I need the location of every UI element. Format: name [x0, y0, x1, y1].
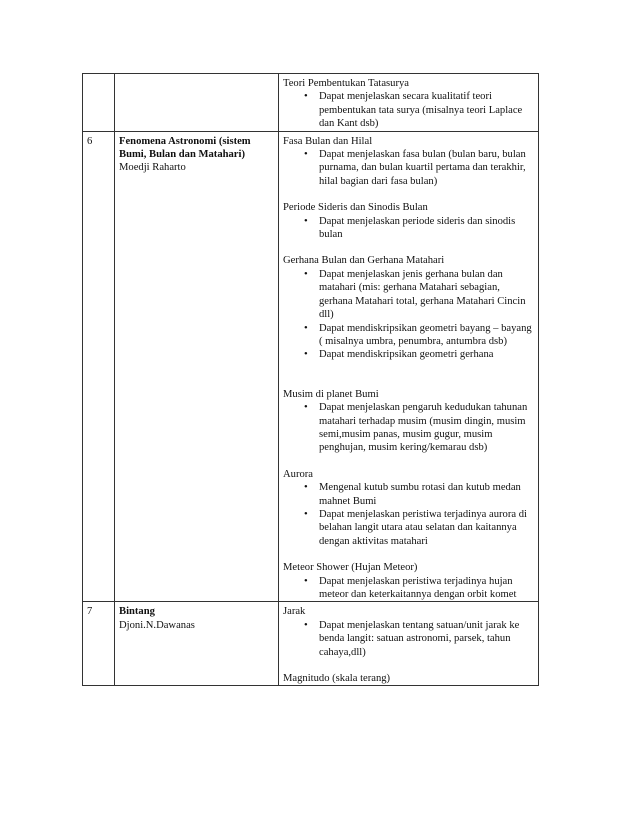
bullet-list: [283, 481, 534, 548]
competency-section: [283, 672, 534, 685]
row-number: 7: [87, 606, 93, 618]
row-number: 6: [87, 135, 93, 147]
topic-cell: [115, 602, 279, 686]
section-heading: Aurora: [283, 468, 314, 480]
bullet-list: [283, 268, 534, 362]
section-heading: Jarak: [283, 606, 306, 618]
topic-title: Fenomena Astronomi (sistem Bumi, Bulan dan Matahari): [119, 135, 251, 161]
bullet-list: [283, 575, 534, 602]
topic-author: Djoni.N.Dawanas: [119, 619, 195, 631]
topic-cell: [115, 74, 279, 132]
table-row: [83, 131, 539, 602]
competency-cell: [279, 131, 539, 602]
bullet-item: • Dapat mendiskripsikan geometri gerhana: [283, 348, 534, 361]
bullet-item: • Dapat menjelaskan pengaruh kedudukan tahunan matahari terhadap musim (musim dingin, musim semi,musim panas, musim gugur, musim penghujan, musim kering/kemarau dsb): [283, 401, 534, 455]
bullet-list: [283, 148, 534, 188]
bullet-list: [283, 619, 534, 659]
topic-cell: [115, 131, 279, 602]
competency-section: [283, 605, 534, 659]
bullet-item: • Dapat menjelaskan periode sideris dan sinodis bulan: [283, 215, 534, 242]
topic-title: Bintang: [119, 606, 155, 618]
topic-author: Moedji Raharto: [119, 162, 186, 174]
bullet-item: • Dapat menjelaskan peristiwa terjadinya hujan meteor dan keterkaitannya dengan orbit komet: [283, 575, 534, 602]
competency-section: [283, 468, 534, 548]
section-heading: Teori Pembentukan Tatasurya: [283, 78, 409, 89]
row-number-cell: [83, 131, 115, 602]
bullet-item: • Dapat menjelaskan secara kualitatif teori pembentukan tata surya (misalnya teori Laplace dan Kant dsb): [283, 90, 534, 130]
table-row: [83, 602, 539, 686]
table-row: [83, 74, 539, 132]
competency-section: [283, 77, 534, 131]
section-heading: Fasa Bulan dan Hilal: [283, 135, 373, 147]
competency-cell: [279, 74, 539, 132]
competency-section: [283, 135, 534, 189]
section-heading: Magnitudo (skala terang): [283, 673, 391, 685]
bullet-list: [283, 401, 534, 455]
bullet-item: • Dapat mendiskripsikan geometri bayang – bayang ( misalnya umbra, penumbra, antumbra dsb): [283, 322, 534, 349]
section-heading: Gerhana Bulan dan Gerhana Matahari: [283, 255, 445, 267]
section-heading: Periode Sideris dan Sinodis Bulan: [283, 202, 428, 214]
bullet-list: [283, 90, 534, 130]
bullet-item: • Mengenal kutub sumbu rotasi dan kutub medan mahnet Bumi: [283, 481, 534, 508]
competency-section: [283, 561, 534, 601]
bullet-item: • Dapat menjelaskan peristiwa terjadinya aurora di belahan langit utara atau selatan dan kaitannya dengan aktivitas matahari: [283, 508, 534, 548]
competency-cell: [279, 602, 539, 686]
competency-section: [283, 388, 534, 455]
bullet-item: • Dapat menjelaskan fasa bulan (bulan baru, bulan purnama, dan bulan kuartil pertama dan terakhir, hilal bagian dari fasa bulan): [283, 148, 534, 188]
bullet-item: • Dapat menjelaskan tentang satuan/unit jarak ke benda langit: satuan astronomi, parsek, tahun cahaya,dll): [283, 619, 534, 659]
competency-section: [283, 254, 534, 361]
competency-section: [283, 201, 534, 241]
row-number-cell: [83, 74, 115, 132]
table-body: [83, 74, 539, 686]
bullet-list: [283, 215, 534, 242]
curriculum-table: [82, 73, 539, 686]
bullet-item: • Dapat menjelaskan jenis gerhana bulan dan matahari (mis: gerhana Matahari sebagian, gerhana Matahari total, gerhana Matahari Cincin dll): [283, 268, 534, 322]
row-number-cell: [83, 602, 115, 686]
section-heading: Meteor Shower (Hujan Meteor): [283, 562, 418, 574]
section-heading: Musim di planet Bumi: [283, 388, 379, 400]
